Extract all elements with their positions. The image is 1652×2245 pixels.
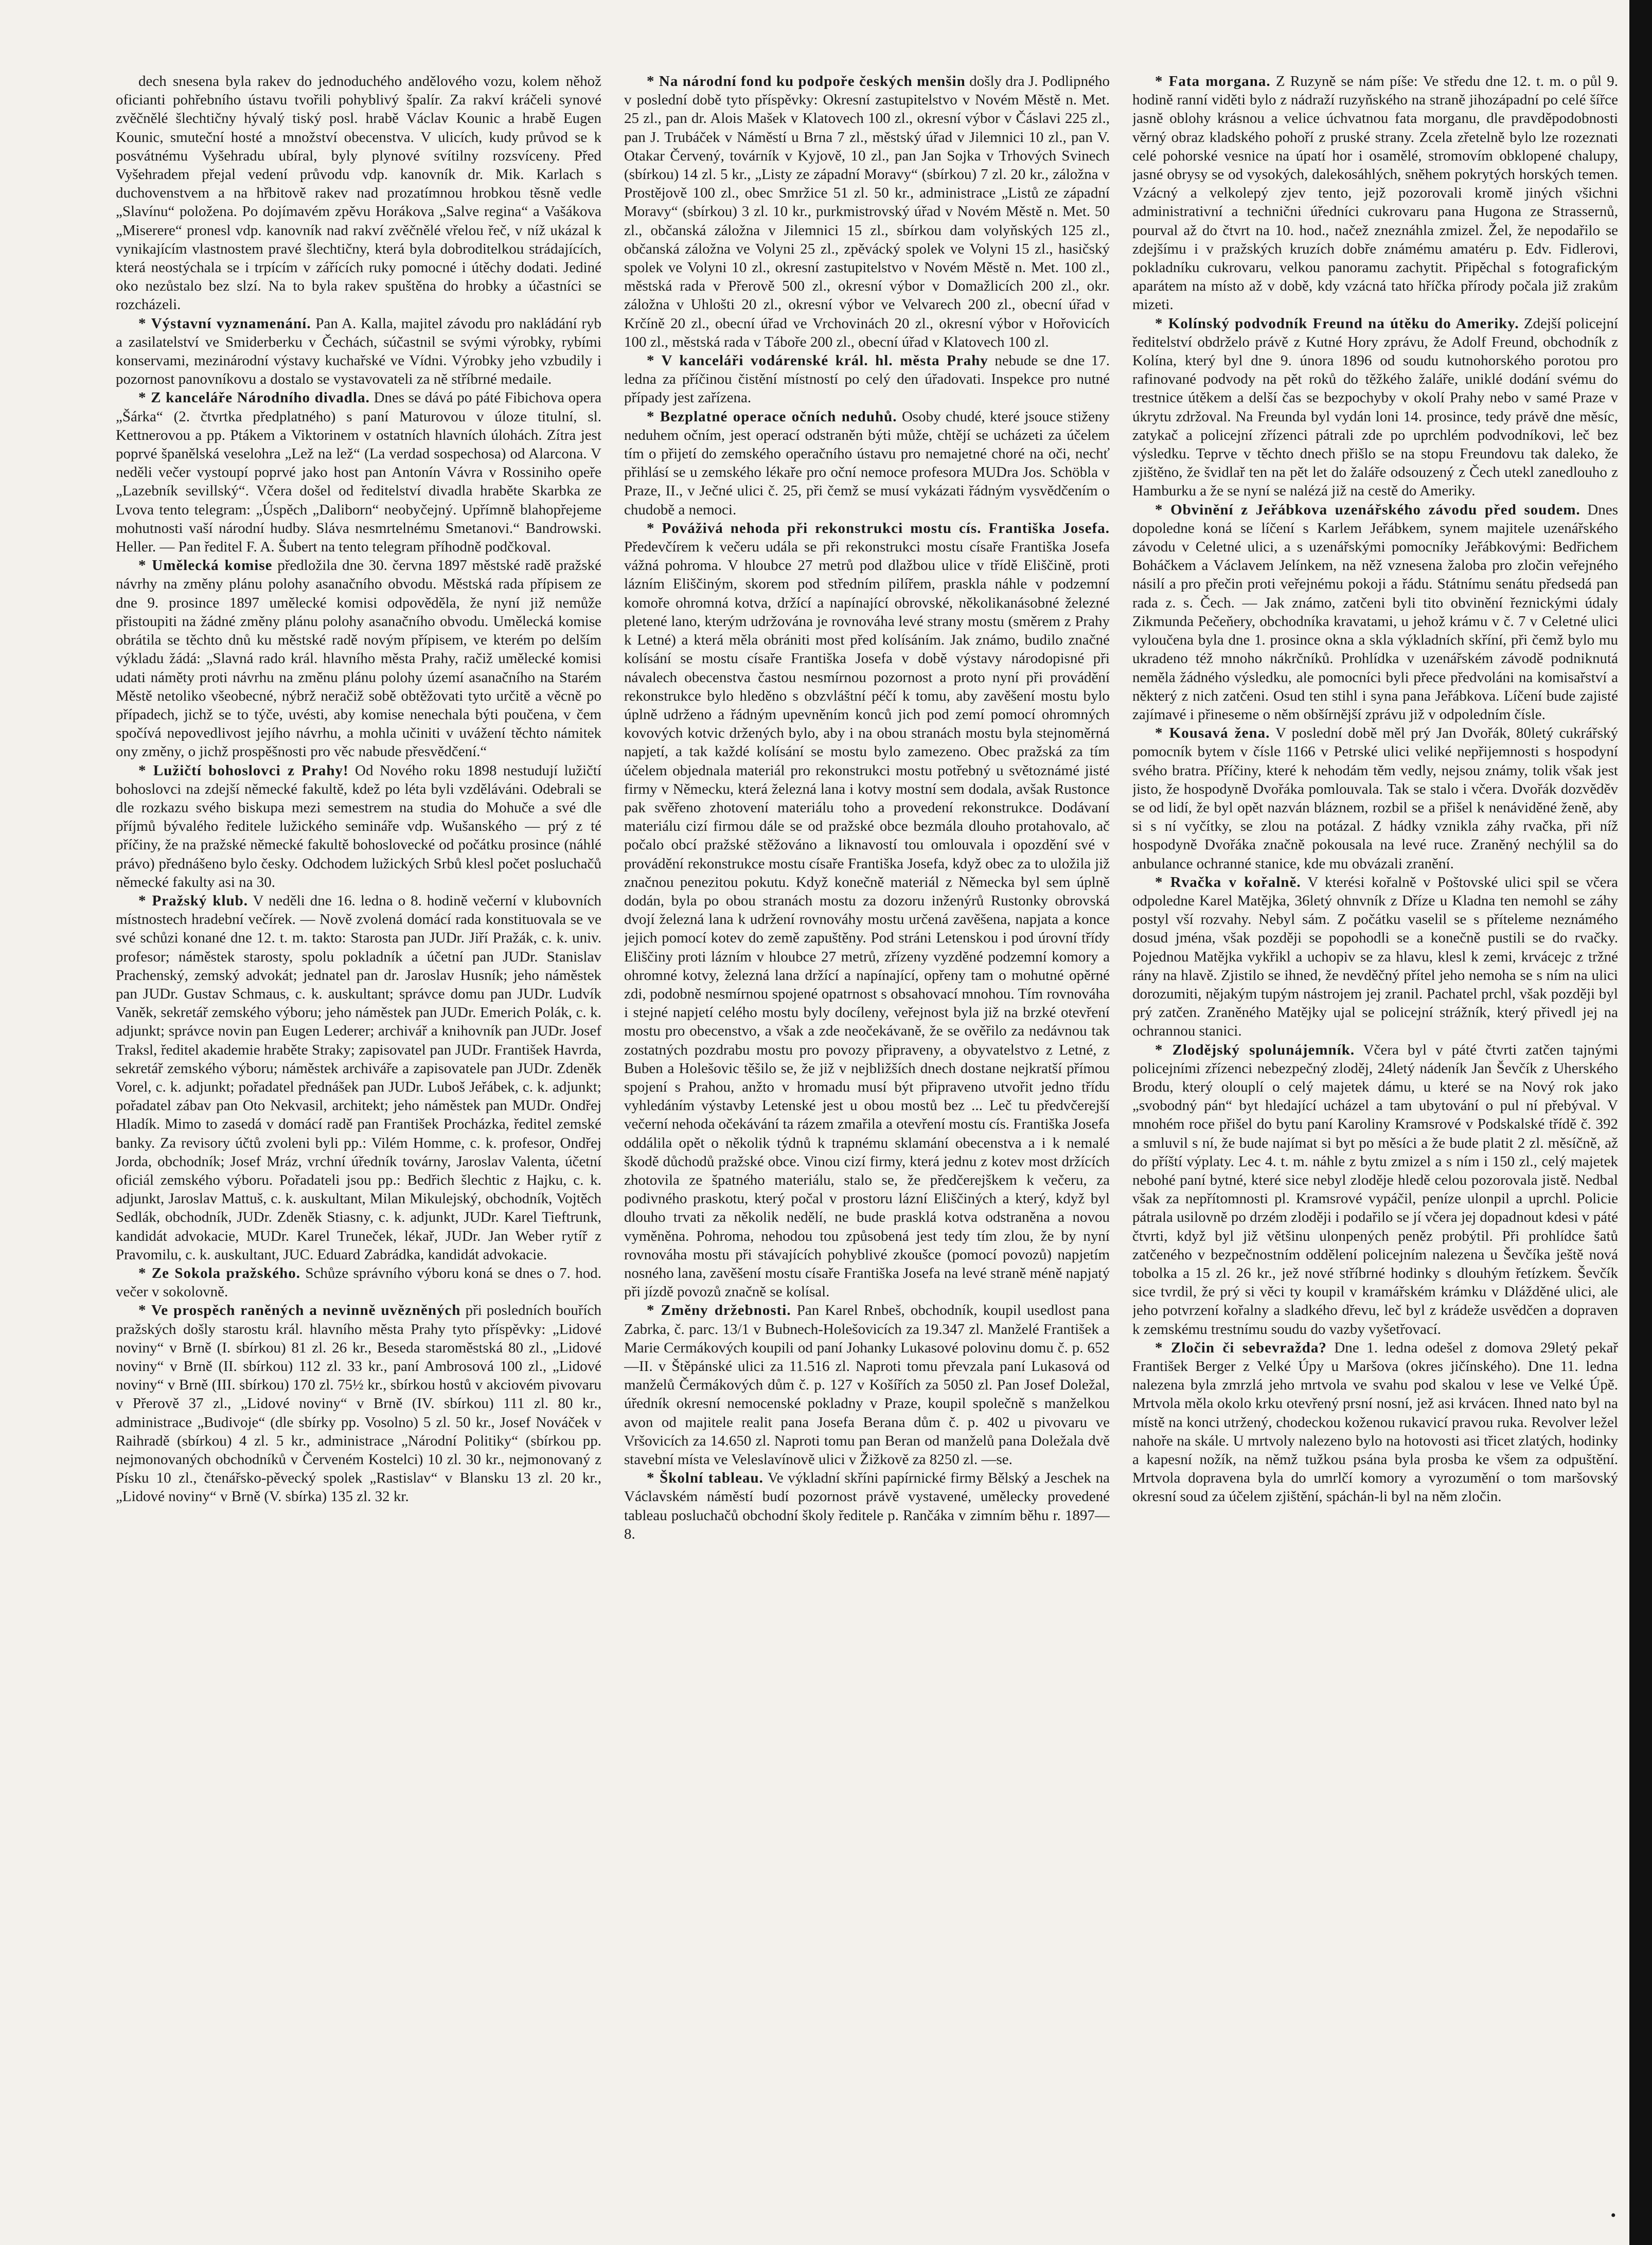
article-headline: * V kanceláři vodárenské král. hl. města Prahy: [647, 352, 988, 369]
article-text: nebude se dne 17. ledna za příčinou čistění místností po celý den úřadovati. Inspekce pro nutné případy jest zařízena.: [624, 352, 1110, 406]
article-paragraph: [624, 72, 1110, 351]
article-text: Dnes dopoledne koná se líčení s Karlem Jeřábkem, synem majitele uzenářského závodu v Celetné ulici, a s uzenářskými pomocníky Jeřábkovými: Bedřichem Boháčkem a Václavem Jelínkem, na něž vznesena žaloba pro zločin veřejného násilí a pro přečin proti veřejnému pokoji a řádu. Státnímu senátu předsedá pan rada z. s. Čech. — Jak známo, zatčeni byli tito obvinění řeznickými údaly Zikmunda Pečeňery, obchodníka kravatami, u jehož krámu v č. 7 v Celetné ulici vyloučena byla dne 1. prosince okna a skla výkladních skříní, při čemž bylo mu ukradeno též mnoho nákrčníků. Prohlídka v uzenářském závodě podniknutá neměla žádného výsledku, ale pomocníci byli přece předvoláni na komisařství a některý z nich zatčeni. Osud ten stihl i syna pana Jeřábkova. Líčení bude zajisté zajímavé i přineseme o něm obšírnější zprávu již v odpoledním čísle.: [1132, 501, 1618, 723]
column-3: [1132, 72, 1618, 2207]
article-headline: * Na národní fond ku podpoře českých menšin: [647, 73, 966, 90]
article-paragraph: [624, 1469, 1110, 1543]
article-paragraph: [1132, 72, 1618, 314]
page-mark: •: [1610, 2207, 1616, 2224]
article-text: dech snesena byla rakev do jednoduchého andělového vozu, kolem něhož oficianti pohřebního ústavu tvořili pohyblivý špalír. Za rakví kráčeli synové zvěčnělé šlechtičny hývalý tiský posl. hrabě Václav Kounic a hrabě Eugen Kounic, smuteční hosté a množství obecenstva. V ulicích, kudy průvod se k posvátnému Vyšehradu ubíral, byly plynové svítilny rozsvíceny. Před Vyšehradem přejal vedení průvodu vdp. kanovník dr. Mik. Karlach s duchovenstvem a na hřbitově rakev nad prozatímnou hrobkou těsně vedle „Slavínu“ položena. Po dojímavém zpěvu Horákova „Salve regina“ a Vašákova „Miserere“ pronesl vdp. kanovník nad rakví zvěčnělé vřelou řeč, v níž ukázal k vynikajícím vlastnostem pravé šlechtičny, která byla dobroditelkou strádajících, která neostýchala se i trpícím v zářících ruky pomocné i útěchy dodati. Jediné oko nezůstalo bez slzí. Na to byla rakev spuštěna do hrobky a účastníci se rozcházeli.: [116, 73, 601, 313]
article-headline: * Výstavní vyznamenání.: [138, 315, 311, 332]
article-headline: * Pováživá nehoda při rekonstrukci mostu cís. Františka Josefa.: [647, 520, 1110, 537]
article-paragraph: [624, 519, 1110, 1302]
article-paragraph: [624, 351, 1110, 407]
article-text: předložila dne 30. června 1897 městské radě pražské návrhy na změny plánu polohy asanačního obvodu. Městská rada přípisem ze dne 9. prosince 1897 umělecké komisi odpověděla, že nyní již nemůže přistoupiti na žádné změny plánu polohy asanačního obvodu. Umělecká komise obrátila se těchto dnů ku městské radě novým přípisem, ve kterém po delším výkladu žádá: „Slavná rado král. hlavního města Prahy, račiž umělecké komisi udati náměty proti návrhu na změnu plánu polohy území asanačního na Starém Městě netoliko všeobecné, nýbrž neračiž sobě obtěžovati tyto určitě a věcně po případech, jichž se to týče, uvésti, aby komise nenechala býti poučena, v čem spočívá nepovedlivost jejího návrhu, a mohla učiniti v uvážení těchto námitek ony změny, o jichž prospěšnosti pro věc nabude přesvědčení.“: [116, 557, 601, 760]
article-paragraph: [1132, 501, 1618, 724]
article-paragraph: [1132, 873, 1618, 1041]
article-paragraph: [116, 1264, 601, 1301]
article-text: při posledních bouřích pražských došly starostu král. hlavního města Prahy tyto příspěvky: „Lidové noviny“ v Brně (I. sbírkou) 81 zl. 26 kr., Beseda staroměstská 80 zl., „Lidové noviny“ v Brně (II. sbírkou) 112 zl. 33 kr., paní Ambrosová 100 zl., „Lidové noviny“ v Brně (III. sbírkou) 170 zl. 75½ kr., sbírkou hostů v akciovém pivovaru v Přerově 37 zl., „Lidové noviny“ v Brně (IV. sbírkou) 111 zl. 80 kr., administrace „Budivoje“ (dle sbírky pp. Vosolno) 5 zl. 50 kr., Josef Nováček v Raihradě (sbírkou) 4 zl. 5 kr., administrace „Národní Politiky“ (sbírkou pp. nejmonovaných obchodníků v Červeném Kostelci) 10 zl. 30 kr., nejmonovaný z Písku 10 zl., čtenářsko-pěvecký spolek „Rastislav“ v Blansku 13 zl. 20 kr., „Lidové noviny“ v Brně (V. sbírka) 135 zl. 32 kr.: [116, 1302, 601, 1505]
article-text: došly dra J. Podlipného v poslední době tyto příspěvky: Okresní zastupitelstvo v Novém Městě n. Met. 25 zl., pan dr. Alois Mašek v Klatovech 100 zl., okresní výbor v Čáslavi 225 zl., pan J. Trubáček v Náměstí u Brna 7 zl., městský úřad v Jilemnici 10 zl., pan V. Otakar Červený, továrník v Kyjově, 10 zl., pan Jan Sojka v Trhových Svinech (sbírkou) 14 zl. 5 kr., „Listy ze západní Moravy“ (sbírkou) 7 zl. 20 kr., záložna v Prostějově 100 zl., obec Smržice 51 zl. 50 kr., administrace „Listů ze západní Moravy“ (sbírkou) 3 zl. 10 kr., purkmistrovský úřad v Novém Městě n. Met. 50 zl., občanská záložna v Jilemnici 15 zl., sbírkou dam volyňských 125 zl., občanská záložna ve Volyni 25 zl., zpěvácký spolek ve Volyni 15 zl., hasičský spolek ve Volyni 10 zl., okresní zastupitelstvo v Novém Městě n. Met. 100 zl., městská rada v Přerově 500 zl., okresní výbor v Domažlicích 200 zl., okr. záložna v Uhlošti 20 zl., okresní výbor ve Velvarech 200 zl., obecní úřad v Krčíně 20 zl., obecní úřad ve Vrchovinách 20 zl., okresní výbor v Hořovicích 100 zl., městská rada v Táboře 200 zl., obecní úřad v Klatovech 100 zl.: [624, 73, 1110, 350]
text-columns: [116, 72, 1618, 2207]
article-paragraph: [116, 314, 601, 389]
article-paragraph: [1132, 314, 1618, 501]
article-paragraph: [624, 1301, 1110, 1469]
article-paragraph: [1132, 1041, 1618, 1339]
article-paragraph: [116, 892, 601, 1264]
article-text: Schůze správního výboru koná se dnes o 7. hod. večer v sokolovně.: [116, 1265, 601, 1300]
article-paragraph: [1132, 1339, 1618, 1506]
article-headline: * Zlodějský spolunájemník.: [1155, 1041, 1355, 1058]
article-paragraph: [116, 72, 601, 314]
article-text: Ve výkladní skříni papírnické firmy Bělský a Jeschek na Václavském náměstí budí pozornost právě vystavené, umělecky provedené tableau posluchačů obchodní školy ředitele p. Rančáka v zimním běhu r. 1897—8.: [624, 1470, 1110, 1542]
article-headline: * Z kanceláře Národního divadla.: [138, 389, 370, 406]
article-headline: * Pražský klub.: [138, 892, 248, 909]
article-headline: * Fata morgana.: [1155, 73, 1271, 90]
article-headline: * Umělecká komise: [138, 557, 273, 574]
article-headline: * Změny držebnosti.: [647, 1302, 791, 1319]
article-paragraph: [116, 1301, 601, 1506]
article-text: Dne 1. ledna odešel z domova 29letý pekař František Berger z Velké Úpy u Maršova (okres jičínského). Dne 11. ledna nalezena byla zmrzlá jeho mrtvola ve svahu pod skalou v lese ve Velké Úpě. Mrtvola měla okolo krku otevřený prsní nosní, jež asi krvácen. Ihned nato byl na místě na konci utržený, chodeckou koženou rukavicí pravou ruka. Revolver ležel nahoře na skále. U mrtvoly nalezeno bylo na hotovosti asi třicet zlatých, hodinky a kapesní nožík, na němž tužkou psána byla prosba ke všem za odpuštění. Mrtvola dopravena byla do umrlčí komory a vyrozumění o tom maršovský okresní soud za účelem zjištění, spáchán-li byl na něm zločin.: [1132, 1339, 1618, 1505]
article-headline: * Ze Sokola pražského.: [138, 1265, 301, 1281]
article-headline: * Rvačka v kořalně.: [1155, 874, 1301, 890]
article-text: Dnes se dává po páté Fibichova opera „Šárka“ (2. čtvrtka předplatného) s paní Maturovou v úloze titulní, sl. Kettnerovou a pp. Ptákem a Viktorinem v ostatních hlavních úlohách. Zítra jest poprvé španělská veselohra „Lež na lež“ (La verdad sospechosa) od Alarcona. V neděli večer vystoupí poprvé jako host pan Antonín Vávra v Rossiniho opeře „Lazebník sevillský“. Včera došel od ředitelství divadla hraběte Skarbka ze Lvova tento telegram: „Úspěch „Daliborn“ neobyčejný. Upřímně blahopřejeme mohutnosti vaší národní hudby. Sláva nesmrtelnému Smetanovi.“ Bandrowski. Heller. — Pan ředitel F. A. Šubert na tento telegram příhodně podčkoval.: [116, 389, 601, 556]
article-text: Pan Karel Rnbeš, obchodník, koupil usedlost pana Zabrka, č. parc. 13/1 v Bubnech-Holešovicích za 19.347 zl. Manželé František a Marie Cermákových koupili od paní Johanky Lukasové polovinu domu č. p. 652—II. v Štěpánské ulici za 11.516 zl. Naproti tomu převzala paní Lukasová od manželů Čermákových dům č. p. 127 v Košířích za 5050 zl. Pan Josef Doležal, úředník okresní nemocenské pokladny v Praze, koupil společně s manželkou avon od majitele realit pana Josefa Berana dům č. p. 402 u pivovaru ve Vršovicích za 14.650 zl. Naproti tomu pan Beran od manželů pana Doležala dvě stavební místa ve Veleslavínově ulici v Žižkově za 8250 zl. —se.: [624, 1302, 1110, 1468]
article-text: Z Ruzyně se nám píše: Ve středu dne 12. t. m. o půl 9. hodině ranní viděti bylo z nádraží ruzyňského na straně jihozápadní po celé šířce jasně oblohy krásnou a velice úchvatnou fata morganu, dle pravděpodobnosti věrný obraz kladského pohoří z pruské strany. Zcela zřetelně bylo lze rozeznati celé pohorské vesnice na úpatí hor i osamělé, stromovím obklopené chalupy, jasné obrysy se od vysokých, dalekosáhlých, sněhem pokrytých horských temen. Vzácný a velkolepý zjev tento, jejž pozorovali kromě jiných všichni administrativní a technični úředníci cukrovaru pana Hugona ze Strassernů, pourval až do čtvrt na 10. hod., načež zneznáhla zmizel. Žel, že nepodařilo se zdejšímu i v pražských kruzích dobře známému amatéru p. Edv. Fidlerovi, pokladníku cukrovaru, velkou panoramu zachytit. Připěchal s fotografickým aparátem na místo až v době, kdy vzácná tato hříčka přírody počala již zrakům mizeti.: [1132, 73, 1618, 313]
article-headline: * Zločin či sebevražda?: [1155, 1339, 1327, 1356]
article-text: Včera byl v páté čtvrti zatčen tajnými policejními zřízenci nebezpečný zloděj, 24letý nádeník Jan Ševčík z Uherského Brodu, který olouplí o celý majetek dámu, u které se na Nový rok jako „svobodný pán“ byt hledající ucházel a tam ubytování o pul ní přebýval. V mnohém roce přišel do bytu paní Karoliny Kramsrové v Podskalské třídě č. 392 a smluvil s ní, že bude najímat si byt po měsíci a že bude platit 2 zl. měsíčně, až do příští výplaty. Lec 4. t. m. náhle z bytu zmizel a s ním i 150 zl., celý majetek nebohé paní bytné, které sice nebyl zloděje hledě celou pozorovala jistě. Nedbal však za nepřítomnosti pl. Kramsrové vypáčil, peníze ulonpil a uprchl. Policie pátrala usilovně po drzém zloději i podařilo se jí včera jej dopadnout kdesi v páté čtvrti, když byl již většinu ulonpených peněz probýtil. Při prohlídce šatů zatčeného v bezpečnostním oddělení policejním nalezena u Ševčíka ještě nová tobolka a 15 zl. 26 kr., jež nové stříbrné hodinky s dlouhým řetízkem. Ševčík sice tvrdil, že prý si věci ty koupil v kramářském krámku v Dlážděné ulici, ale jeho potvrzení kořalny a sladkého dřevu, leč byl z krádeže usvědčen a dopraven k zemskému trestnímu soudu do vazby vyšetřovací.: [1132, 1041, 1618, 1338]
article-text: V neděli dne 16. ledna o 8. hodině večerní v klubovních místnostech hradební večírek. — Nově zvolená domácí rada konstituovala se ve své schůzi konané dne 12. t. m. takto: Starosta pan JUDr. Jiří Pražák, c. k. univ. profesor; náměstek starosty, spolu pokladník a účetní pan JUDr. Stanislav Prachenský, zemský advokát; jednatel pan dr. Jaroslav Husník; jeho náměstek pan JUDr. Gustav Schmaus, c. k. auskultant; správce domu pan JUDr. Ludvík Vaněk, sekretář zemského výboru; jeho náměstek pan JUDr. Emerich Polák, c. k. adjunkt; správce novin pan Eugen Lederer; archivář a knihovník pan JUDr. Josef Traksl, ředitel akademie hraběte Straky; zapisovatel pan JUDr. František Havrda, sekretář zemského výboru; náměstek archiváře a zapisovatele pan JUDr. Zdeněk Vorel, c. k. adjunkt; pořadatel přednášek pan JUDr. Luboš Jeřábek, c. k. adjunkt; pořadatel zábav pan Oto Nekvasil, architekt; jeho náměstek pan MUDr. Ondřej Hladík. Mimo to zasedá v domácí radě pan František Procházka, ředitel zemské banky. Za revisory účtů zvoleni byli pp.: Vilém Homme, c. k. profesor, Ondřej Jorda, obchodník; Josef Mráz, vrchní úředník továrny, Jaroslav Valenta, účetní oficiál zemského výboru. Pořadateli jsou pp.: Bedřich šlechtic z Hajku, c. k. adjunkt, Jaroslav Mattuš, c. k. auskultant, Milan Mikulejský, obchodník, Vojtěch Sedlák, obchodník, JUDr. Zdeněk Stiasny, c. k. adjunkt, JUDr. Karel Tieftrunk, kandidát advokacie, MUDr. Karel Truneček, lékař, JUDr. Jan Weber rytíř z Pravomilu, c. k. auskultant, JUC. Eduard Zabrádka, kandidát advokacie.: [116, 892, 601, 1263]
article-headline: * Bezplatné operace očních neduhů.: [647, 408, 897, 425]
article-paragraph: [116, 761, 601, 892]
article-text: V kterési kořalně v Poštovské ulici spil se včera odpoledne Karel Matějka, 36letý ohnvník z Dříze u Kladna ten nemohl se záhy postyl vší rozvahy. Nebyl sám. Z počátku vaselil se s příteleme neznámého dosud jména, však později se popohodli se a konečně pustili se do rvačky. Pojednou Matějka vykřikl a uchopiv se za hlavu, klesl k zemi, krvácejc z tržné rány na hlavě. Zjistilo se ihned, že nevděčný přítel jeho nemoha se s ním na ulici dorozumiti, nějakým tupým nástrojem jej zranil. Pachatel prchl, však později byl prý zatčen. Zraněného Matějky ujal se policejní strážník, který přivedl jej na ochrannou stanici.: [1132, 874, 1618, 1040]
article-headline: * Kolínský podvodník Freund na útěku do Ameriky.: [1155, 315, 1519, 332]
article-paragraph: [1132, 724, 1618, 873]
article-text: Osoby chudé, které jsouce stiženy neduhem očním, jest operací odstraněn býti může, chtějí se ucházeti za účelem tím o přijetí do zemského operačního ústavu pro nemajetné choré na oči, nechť přihlásí se u zemského lékaře pro oční nemoce profesora MUDra Jos. Schöbla v Praze, II., v Ječné ulici č. 25, při čemž se musí vykázati řádným vysvědčením o chudobě a nemoci.: [624, 408, 1110, 518]
article-text: Od Nového roku 1898 nestudují lužičtí bohoslovci na zdejší německé fakultě, kdež po léta byli vzděláváni. Odebrali se dle rozkazu svého biskupa mezi semestrem na studia do Mohuče a své dle příjmů bývalého ředitele lužického semináře vdp. Wušanského — prý z té příčiny, že na pražské německé fakultě bohoslovecké od počátku prosince (náhlé právo) přednášeno bylo česky. Odchodem lužických Srbů klesl počet posluchačů německé fakulty asi na 30.: [116, 762, 601, 890]
article-headline: * Lužičtí bohoslovci z Prahy!: [138, 762, 349, 779]
scan-edge: [1629, 0, 1652, 2245]
article-text: Pan A. Kalla, majitel závodu pro nakládání ryb a zasilatelství ve Smiderberku v Čechách, súčastnil se svými výrobky, rybími konservami, mezinárodní výstavy kuchařské ve Vídni. Výrobky jeho vzbudily i pozornost panovníkovu a dostalo se vystavovateli za ně stříbrné medaile.: [116, 315, 601, 388]
article-text: Předevčírem k večeru udála se při rekonstrukci mostu císaře Františka Josefa vážná pohroma. V hloubce 27 metrů pod dlažbou ulice v třídě Eliščině, proti lázním Eliščiným, skorem pod středním pilířem, praskla náhle v podzemní komoře ohromná kotva, držící a napínající obrovské, několikanásobné železné pletené lano, kterým udržována je rovnováha levé strany mostu (směrem z Prahy k Letné) a která měla obrániti most před kolísáním. Jak známo, budilo značné kolísání se mostu císaře Františka Josefa v době výstavy národopisné při návalech obecenstva častou nesmírnou pozornost a proto nyní při provádění rekonstrukce bylo hleděno s obzvláštní péčí k tomu, aby zavěšení mostu bylo úplně udrženo a řádným upevněním konců jich pod zemí pomocí ohromných kovových kotvic držených bylo, aby i na obou stranách mostu byla stejnoměrná napjetí, a tak každé kolísání se mostu bylo zamezeno. Obec pražská za tím účelem objednala materiál pro rekonstrukci mostu potřebný u světoznámé jisté firmy v Německu, která železná lana i kotvy mostní sem dodala, avšak Rustonce pak svěřeno zhotovení materiálu toho a provedení rekonstrukce. Dodávaní materiálu cizí firmou dále se od pražské obce bezmála dlouho protahovalo, ač počalo obcí pražské stěžováno a liknavostí tou omlouvala i opozdění své v provádění rekonstrukce mostu císaře Františka Josefa, když obec za to uložila již značnou penezitou pokutu. Když konečně materiál z Německa byl sem úplně dodán, byla po obou stranách mostu za dozoru inženýrů Rustonky obrovská dvojí železná lana k udržení rovnováhy mostu určená zavěšena, napjata a konce jejich pomocí kotev do země zapuštěny. Pod stráni Letenskou i pod úrovní třídy Eliščiny proti lázním v hloubce 27 metrů, zřízeny vyzděné podzemní komory a ohromné kotvy, železná lana držící a napínající, opřeny tam o mohutné opěrné zdi, podobně nesmírnou spojené opatrnost s obsahovací mnohou. Tím rovnováha i stejné napjetí celého mostu byly docíleny, veřejnost byla již na brzké otevření mostu pro obecenstvo, a však a zde neočekávaně, že se ověřilo za nedávnou tak zostatných pozdrabu mostu pro povozy připraveny, a obyvatelstvo z Letné, z Buben a Holešovic těšilo se, že již v nejbližších dnech dostane nejkratší přímou spojení s Prahou, anžto v hromadu musí být připraveno utvořit jedno třídu vyhledáním výstavby Letenské jest u obou mostů bez ... Leč tu předvčerejší večerní nehoda očekávání ta rázem zmařila a otevření mostu cís. Františka Josefa oddálila opět o několik týdnů k trapnému sklamání obecenstva a i k nemalé škodě důchodů pražské obce. Vinou cizí firmy, která jednu z kotev most držících zhotovila ze špatného materiálu, stalo se, že předčerejškem k večeru, za podivného praskotu, který počal v prostoru lázní Eliščiných a který, když byl dlouho trvati za několik nedělí, ne bude prasklá kotva odstraněna a novou vyměněna. Pohroma, nehodou tou způsobená jest tedy tím zlou, že by nyní rovnováha mostu při stávajících pohyblivé zkoušce (pomocí povozů) napjetím nosného lana, zavěšení mostu císaře Františka Josefa na levé straně méně napjatý při jízdě povozů značně se kolísal.: [624, 539, 1110, 1300]
article-paragraph: [116, 388, 601, 556]
article-headline: * Obvinění z Jeřábkova uzenářského závodu před soudem.: [1155, 501, 1580, 518]
article-text: V poslední době měl prý Jan Dvořák, 80letý cukrářský pomocník bytem v čísle 1166 v Petrské ulici veliké nepřijemnosti s hospodyní svého bratra. Příčiny, které k nehodám těm vedly, nejsou známy, tolik však jest jisto, že hospodyně Dvořáka pomlouvala. Tak se stalo i včera. Dvořák dozvěděv se od lidí, že byl opět nazván bláznem, rozbil se a přišel k nenáviděné ženě, aby si s ní vyčítky, se zlou na potázal. Z hádky vznikla záhy rvačka, při níž hospodyně Dvořáka značně pokousala na levé ruce. Zraněný nechýlil sa do anbulance ochranné stanice, kde mu obvázali zranění.: [1132, 725, 1618, 872]
article-paragraph: [624, 407, 1110, 519]
article-paragraph: [116, 556, 601, 761]
article-headline: * Ve prospěch raněných a nevinně uvězněných: [138, 1302, 461, 1319]
article-text: Zdejší policejní ředitelství obdrželo právě z Kutné Hory zprávu, že Adolf Freund, obchodník z Kolína, který byl dne 9. února 1896 od soudu kutnohorského porotou pro rafinované podvody na pět roků do těžkého žaláře, uniklé dodání svému do trestnice útěkem a delší čas se bezpochyby v okolí Prahy nebo v samé Praze v úkrytu zdržoval. Na Freunda byl vydán loni 14. prosince, tedy právě dne měsíc, zatykač a policejní zřízenci pátrali zde po uprchlém podvodníkovi, leč bez výsledku. Teprve v těchto dnech přišlo se na stopu Freundovu tak daleko, že zjištěno, že švidlař ten na pět let do žaláře odsouzený z Čech utekl zanedlouho z Hamburku a že se nyní se nalézá již na cestě do Ameriky.: [1132, 315, 1618, 500]
article-headline: * Školní tableau.: [647, 1470, 763, 1487]
article-headline: * Kousavá žena.: [1155, 725, 1270, 742]
column-1: [116, 72, 601, 2207]
column-2: [624, 72, 1110, 2207]
